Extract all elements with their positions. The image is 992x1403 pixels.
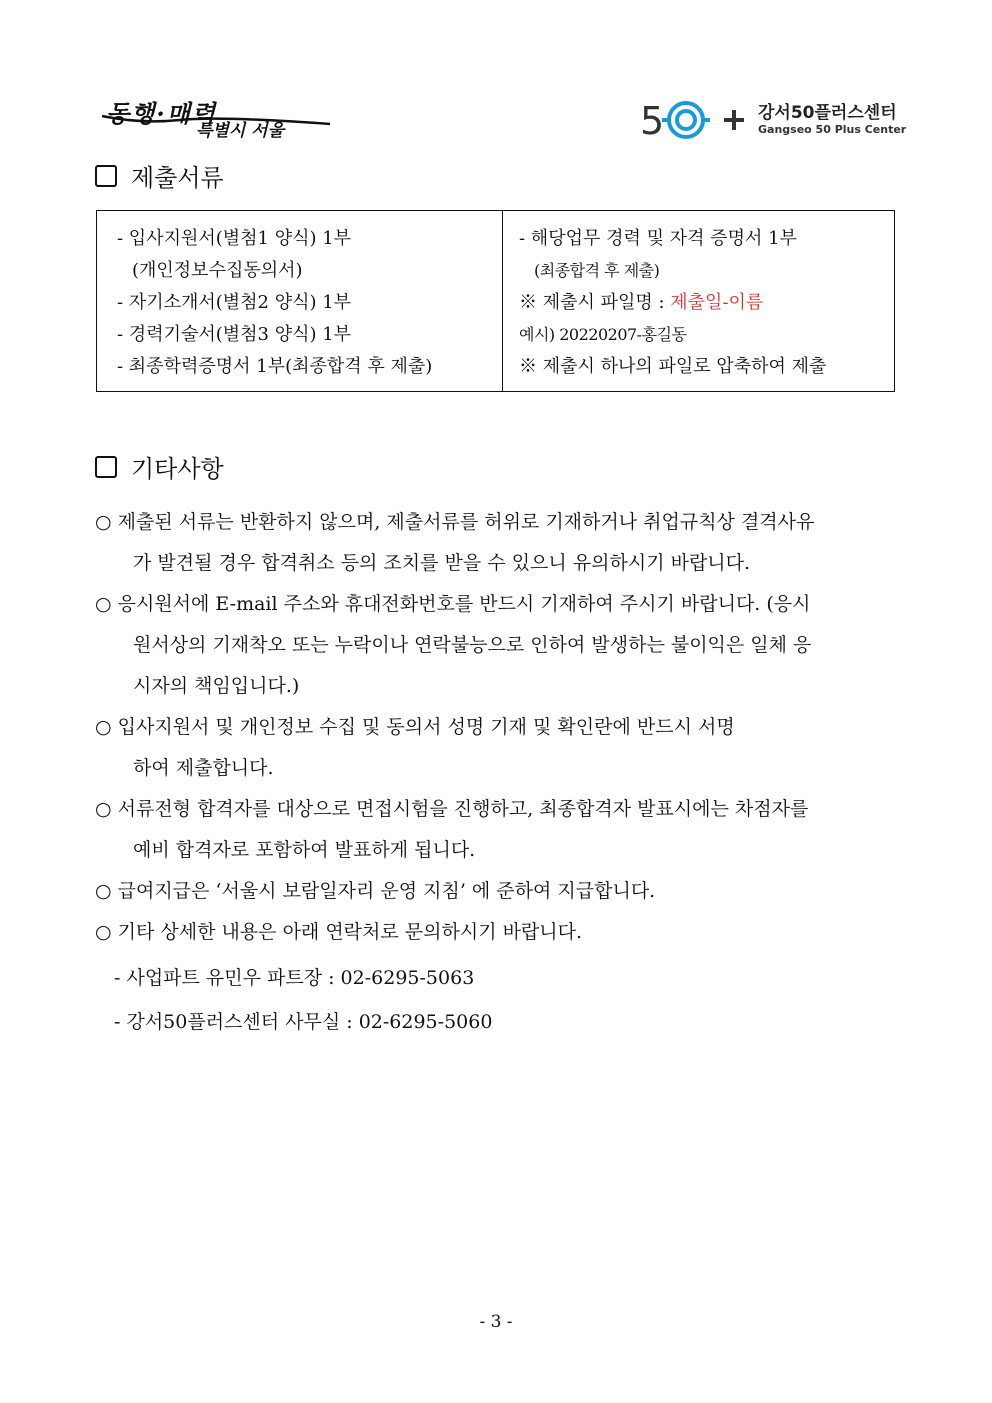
- center-name-ko: 강서50플러스센터: [758, 103, 897, 123]
- svg-text:5: 5: [640, 99, 665, 142]
- notice-item: [95, 912, 897, 953]
- center-name-en: Gangseo 50 Plus Center: [758, 123, 907, 136]
- notice-first-line: ○ 응시원서에 E-mail 주소와 휴대전화번호를 반드시 기재하여 주시기 바랍니다. (응시: [95, 593, 811, 615]
- filename-rule-prefix: ※ 제출시 파일명 :: [519, 292, 671, 313]
- 50plus-mark-icon: [640, 96, 752, 142]
- doc-note: (최종합격 후 제출): [534, 261, 660, 280]
- doc-item: - 경력기술서(별첨3 양식) 1부: [117, 324, 352, 345]
- gangseo-50plus-logo: [640, 96, 910, 142]
- contact-line: - 사업파트 유민우 파트장 : 02-6295-5063: [114, 967, 475, 989]
- slogan-line2: 특별시 서울: [196, 121, 285, 141]
- doc-item: - 최종학력증명서 1부(최종합격 후 제출): [117, 356, 433, 377]
- doc-item: - 입사지원서(별첨1 양식) 1부: [117, 228, 352, 249]
- doc-item: - 해당업무 경력 및 자격 증명서 1부: [519, 228, 797, 249]
- page-number: - 3 -: [479, 1312, 513, 1332]
- slogan-underline-icon: [100, 94, 340, 144]
- contact-line: - 강서50플러스센터 사무실 : 02-6295-5060: [114, 1011, 493, 1033]
- filename-rule-format: 제출일-이름: [670, 292, 764, 313]
- notice-continuation: 시자의 책임입니다.): [133, 675, 300, 697]
- doc-item: (개인정보수집동의서): [132, 260, 303, 281]
- section-title-documents: [95, 158, 224, 193]
- documents-left-cell: [97, 211, 503, 392]
- documents-right-cell: [503, 211, 895, 392]
- notice-continuation: 예비 합격자로 포함하여 발표하게 됩니다.: [133, 839, 476, 861]
- notice-first-line: ○ 제출된 서류는 반환하지 않으며, 제출서류를 허위로 기재하거나 취업규칙상 결격사유: [95, 511, 815, 533]
- notice-item: [95, 502, 897, 584]
- notice-first-line: ○ 입사지원서 및 개인정보 수집 및 동의서 성명 기재 및 확인란에 반드시 서명: [95, 716, 735, 738]
- notice-first-line: ○ 기타 상세한 내용은 아래 연락처로 문의하시기 바랍니다.: [95, 921, 583, 943]
- section-title-other: [95, 449, 224, 484]
- section-title-text: 제출서류: [131, 164, 224, 192]
- notice-item: [95, 584, 897, 707]
- notice-first-line: ○ 서류전형 합격자를 대상으로 면접시험을 진행하고, 최종합격자 발표시에는 차점자를: [95, 798, 809, 820]
- filename-rule: [519, 287, 894, 319]
- notice-item: [95, 789, 897, 871]
- notice-continuation: 가 발견될 경우 합격취소 등의 조치를 받을 수 있으니 유의하시기 바랍니다.: [133, 552, 751, 574]
- notice-item: [95, 707, 897, 789]
- section-title-text: 기타사항: [131, 455, 224, 483]
- checkbox-square-icon: [95, 165, 117, 187]
- notice-continuation: 하여 제출합니다.: [133, 757, 274, 779]
- notice-item: [95, 871, 897, 912]
- doc-item: - 자기소개서(별첨2 양식) 1부: [117, 292, 352, 313]
- slogan-line1: 동행·매력: [106, 99, 218, 128]
- doc-item: ※ 제출시 하나의 파일로 압축하여 제출: [519, 356, 827, 377]
- seoul-slogan-logo: [100, 94, 340, 144]
- documents-table: [96, 210, 895, 392]
- filename-example: 예시) 20220207-홍길동: [519, 325, 687, 344]
- notice-first-line: ○ 급여지급은 ‘서울시 보람일자리 운영 지침’ 에 준하여 지급합니다.: [95, 880, 656, 902]
- checkbox-square-icon: [95, 456, 117, 478]
- notice-continuation: 원서상의 기재착오 또는 누락이나 연락불능으로 인하여 발생하는 불이익은 일체 응: [133, 634, 812, 656]
